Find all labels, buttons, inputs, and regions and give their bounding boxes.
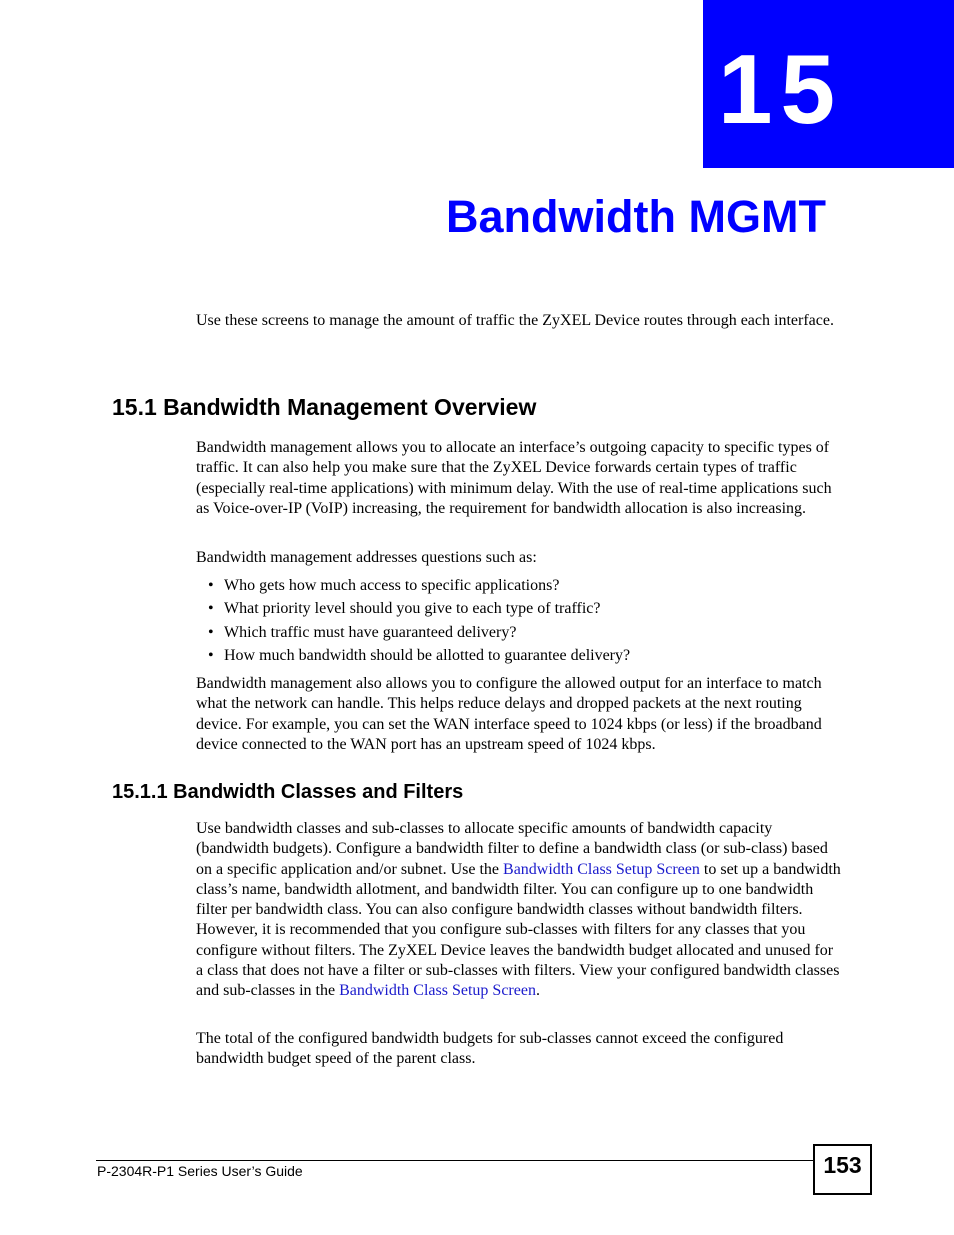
intro-paragraph: Use these screens to manage the amount of traffic the ZyXEL Device routes through each interface. (196, 312, 834, 329)
list-item (196, 576, 836, 599)
bullet-icon: • (208, 600, 214, 618)
section-heading-15-1: 15.1 Bandwidth Management Overview (112, 394, 537, 420)
list-item-text: Which traffic must have guaranteed delivery? (224, 623, 517, 641)
list-item (196, 646, 836, 669)
bandwidth-class-setup-link[interactable]: Bandwidth Class Setup Screen (503, 860, 700, 878)
classes-paragraph-2: The total of the configured bandwidth budgets for sub-classes cannot exceed the configured bandwidth budget speed of the parent class. (196, 1030, 784, 1068)
bullet-icon: • (208, 646, 214, 664)
list-item-text: How much bandwidth should be allotted to guarantee delivery? (224, 646, 631, 664)
overview-paragraph-3: Bandwidth management also allows you to configure the allowed output for an interface to match what the network can handle. This helps reduce delays and dropped packets at the next routing device. For example, you can set the WAN interface speed to 1024 kbps (or less) if the broadband device connected to the WAN port has an upstream speed of 1024 kbps. (196, 675, 822, 753)
page-number: 153 (823, 1152, 862, 1178)
bullet-icon: • (208, 623, 214, 641)
list-item-text: What priority level should you give to each type of traffic? (224, 600, 601, 618)
bandwidth-class-setup-link-2[interactable]: Bandwidth Class Setup Screen (339, 982, 536, 1000)
list-item (196, 623, 836, 646)
text-run: Use bandwidth classes and sub-classes to allocate specific amounts of bandwidth capacity (bandwidth budgets). Configure a bandwidth filter to define a bandwidth class (or sub-class) based on a specific application and/or subnet. Use the (196, 820, 828, 878)
classes-paragraph-1 (196, 819, 842, 1002)
text-run: . (535, 982, 540, 1000)
chapter-number: 15 (718, 34, 844, 144)
questions-list (196, 576, 836, 669)
bullet-icon: • (208, 577, 214, 594)
overview-paragraph-2: Bandwidth management addresses questions such as: (196, 549, 537, 566)
footer-guide-title: P-2304R-P1 Series User’s Guide (97, 1163, 303, 1179)
overview-paragraph-1: Bandwidth management allows you to allocate an interface’s outgoing capacity to specific types of traffic. It can also help you make sure that the ZyXEL Device forwards certain types of traffic (especially real-time applications) with minimum delay. With the use of real-time applications such as Voice-over-IP (VoIP) increasing, the requirement for bandwidth allocation is also increasing. (196, 439, 832, 517)
text-run: to set up a bandwidth class’s name, bandwidth allotment, and bandwidth filter. You can configure up to one bandwidth filter per bandwidth class. You can also configure bandwidth classes without bandwidth filters. However, it is recommended that you configure sub-classes with filters for any classes that you configure without filters. The ZyXEL Device leaves the bandwidth budget allocated and unused for a class that does not have a filter or sub-classes with filters. View your configured bandwidth classes and sub-classes in the (196, 860, 841, 1000)
list-item (196, 599, 836, 622)
list-item-text: Who gets how much access to specific applications? (224, 577, 560, 594)
chapter-title: Bandwidth MGMT (446, 191, 826, 242)
section-heading-15-1-1: 15.1.1 Bandwidth Classes and Filters (112, 781, 464, 803)
footer-divider (96, 1160, 814, 1161)
